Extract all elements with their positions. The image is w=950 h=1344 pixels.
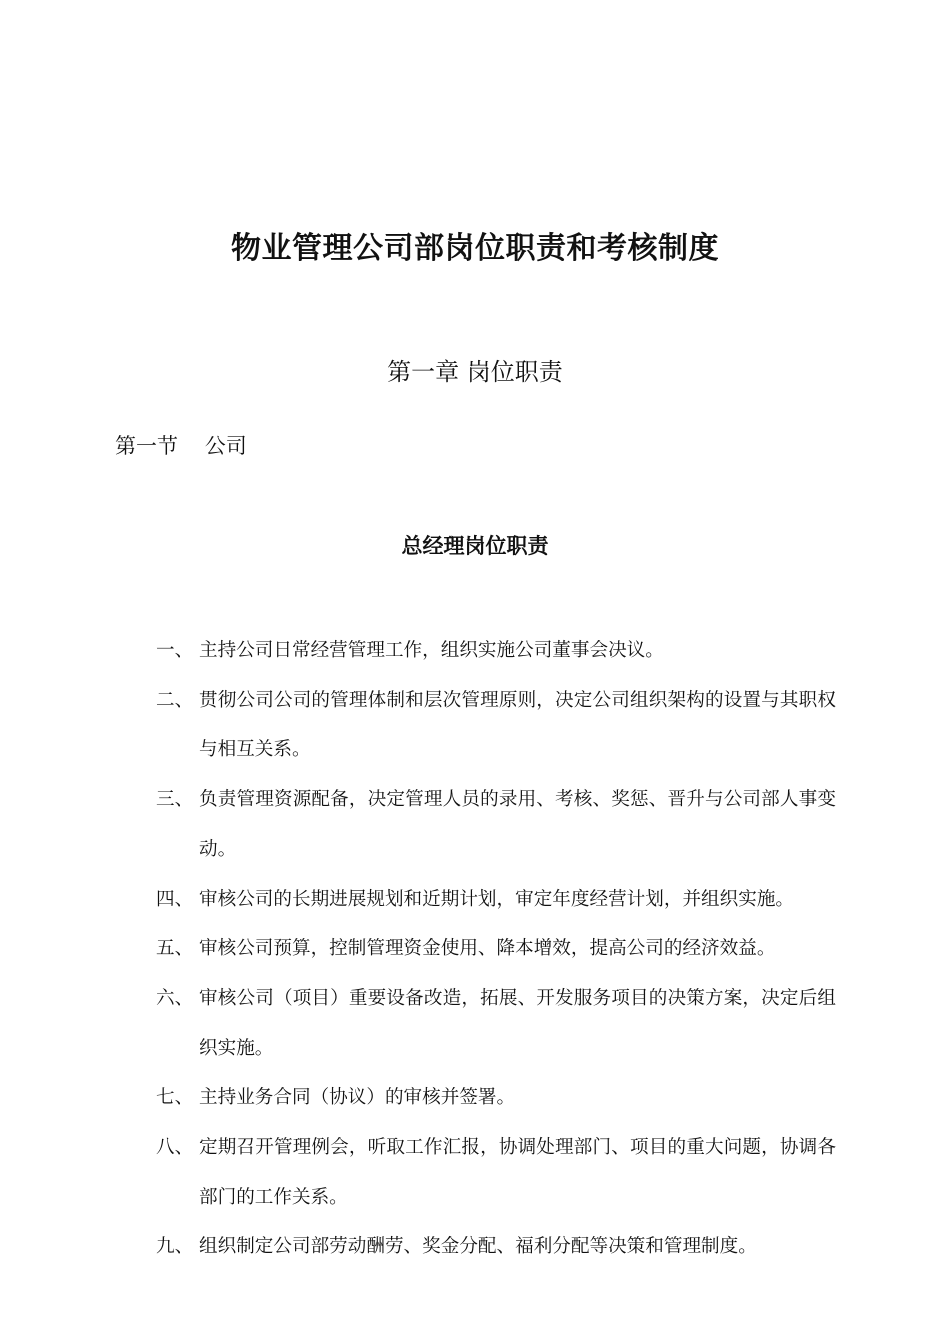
chapter-title: 第一章 岗位职责	[387, 358, 563, 386]
duty-text: 贯彻公司公司的管理体制和层次管理原则，决定公司组织架构的设置与其职权与相互关系。	[199, 689, 836, 761]
duty-number: 一、	[156, 640, 194, 661]
subsection-title: 总经理岗位职责	[401, 534, 549, 558]
duty-item	[156, 626, 836, 676]
duty-number: 六、	[156, 987, 194, 1009]
duty-text: 组织制定公司部劳动酬劳、奖金分配、福利分配等决策和管理制度。	[199, 1236, 757, 1258]
duty-item	[156, 1073, 836, 1123]
duty-text: 审核公司预算，控制管理资金使用、降本增效，提高公司的经济效益。	[199, 938, 776, 960]
duty-text: 审核公司的长期进展规划和近期计划，审定年度经营计划，并组织实施。	[199, 888, 795, 910]
duty-number: 三、	[156, 789, 194, 811]
duty-number: 七、	[156, 1087, 194, 1109]
duty-item	[156, 1222, 836, 1272]
duty-text: 审核公司（项目）重要设备改造，拓展、开发服务项目的决策方案，决定后组织实施。	[199, 987, 836, 1059]
duties-list	[156, 626, 836, 1272]
duty-number: 四、	[156, 888, 194, 910]
duty-text: 主持业务合同（协议）的审核并签署。	[199, 1087, 516, 1109]
document-title: 物业管理公司部岗位职责和考核制度	[231, 231, 719, 266]
duty-item	[156, 974, 836, 1073]
duty-number: 九、	[156, 1236, 194, 1258]
duty-item	[156, 676, 836, 775]
duty-item	[156, 924, 836, 974]
duty-text: 主持公司日常经营管理工作，组织实施公司董事会决议。	[199, 640, 664, 661]
duty-number: 八、	[156, 1137, 194, 1159]
duty-item	[156, 875, 836, 925]
duty-item	[156, 1123, 836, 1222]
duty-text: 定期召开管理例会，听取工作汇报，协调处理部门、项目的重大问题，协调各部门的工作关系。	[199, 1137, 836, 1208]
duty-number: 二、	[156, 689, 194, 711]
section-heading: 第一节 公司	[115, 434, 247, 458]
duty-number: 五、	[156, 938, 194, 960]
duty-text: 负责管理资源配备，决定管理人员的录用、考核、奖惩、晋升与公司部人事变动。	[199, 789, 836, 860]
duty-item	[156, 775, 836, 874]
